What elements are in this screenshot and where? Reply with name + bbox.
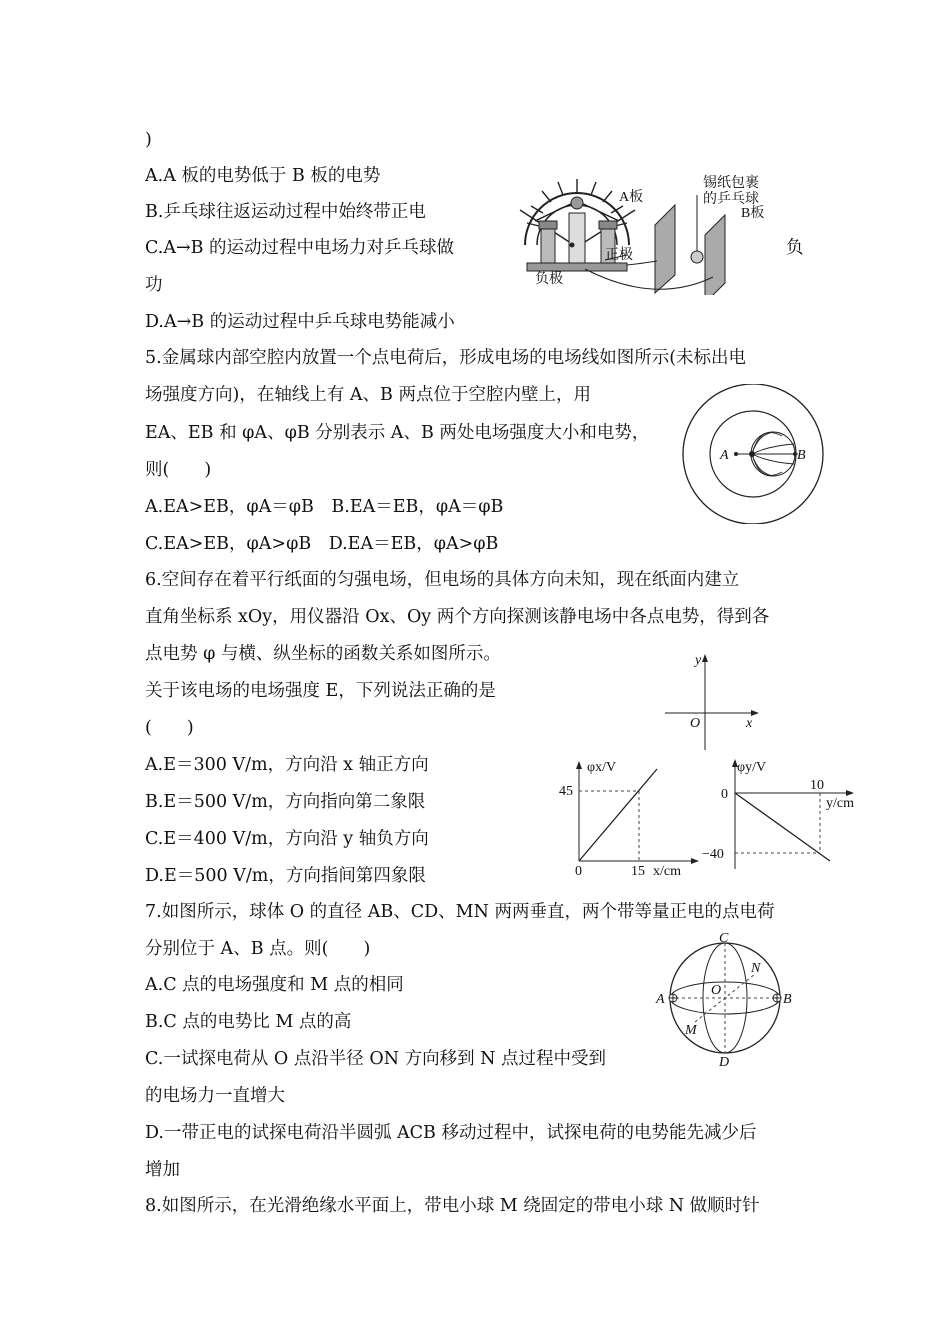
axis-x-label: x (746, 716, 753, 731)
q4-option-a: A.A 板的电势低于 B 板的电势 (145, 166, 381, 186)
phi-x-line (579, 769, 657, 861)
label-m: M (685, 1023, 697, 1038)
q4-option-c-negative: 负 (786, 238, 804, 258)
q6-line-4: 关于该电场的电场强度 E，下列说法正确的是 (145, 681, 496, 701)
label-a-plate: A板 (619, 190, 644, 205)
label-b: B (797, 448, 806, 463)
q6-option-c: C.E＝400 V/m，方向沿 y 轴负方向 (145, 829, 429, 849)
q6-line-2: 直角坐标系 xOy，用仪器沿 Ox、Oy 两个方向探测该静电场中各点电势，得到各 (145, 607, 770, 627)
q7-option-c-continued: 的电场力一直增大 (145, 1086, 285, 1106)
foil-ball (691, 251, 703, 263)
q4-close-paren: ) (145, 130, 152, 150)
q5-figure (678, 384, 828, 524)
q4-option-d: D.A→B 的运动过程中乒乓球电势能减小 (145, 312, 455, 332)
q6-option-a: A.E＝300 V/m，方向沿 x 轴正方向 (145, 755, 429, 775)
q6-graph-phi-y (700, 755, 865, 875)
q7-option-d-continued: 增加 (145, 1160, 180, 1180)
q5-options-cd: C.EA>EB，φA>φB D.EA＝EB，φA>φB (145, 534, 499, 554)
q6-line-5: ( ) (145, 718, 194, 738)
label-b-plate: B板 (741, 206, 765, 221)
q5-line-3: EA、EB 和 φA、φB 分别表示 A、B 两处电场强度大小和电势， (145, 423, 650, 443)
graph1-ylabel: φx/V (587, 760, 617, 775)
q6-line-1: 6.空间存在着平行纸面的匀强电场，但电场的具体方向未知，现在纸面内建立 (145, 570, 740, 590)
graph1-y-tick: 45 (559, 784, 573, 799)
q5-line-2: 场强度方向)，在轴线上有 A、B 两点位于空腔内壁上，用 (145, 385, 591, 405)
point-charge (749, 451, 755, 457)
q4-option-c: C.A→B 的运动过程中电场力对乒乓球做 (145, 238, 455, 258)
label-negative: 负极 (535, 272, 563, 287)
graph1-x-tick: 15 (631, 864, 645, 879)
plate-b (705, 215, 725, 295)
q7-option-b: B.C 点的电势比 M 点的高 (145, 1012, 352, 1032)
q7-line-1: 7.如图所示，球体 O 的直径 AB、CD、MN 两两垂直，两个带等量正电的点电荷 (145, 902, 775, 922)
graph2-origin: 0 (721, 787, 728, 802)
q5-options-ab: A.EA>EB，φA＝φB B.EA＝EB，φA＝φB (145, 497, 504, 517)
graph2-y-tick: −40 (702, 847, 724, 862)
q7-option-d: D.一带正电的试探电荷沿半圆弧 ACB 移动过程中，试探电荷的电势能先减少后 (145, 1123, 757, 1143)
q4-figure (515, 165, 775, 295)
label-a: A (720, 448, 729, 463)
label-n: N (751, 961, 761, 976)
q4-option-c-continued: 功 (145, 275, 163, 295)
q6-graph-phi-x (555, 755, 705, 880)
label-foil-ball-2: 的乒乓球 (703, 192, 759, 207)
q5-line-4: 则( ) (145, 460, 212, 480)
q6-line-3: 点电势 φ 与横、纵坐标的函数关系如图所示。 (145, 644, 501, 664)
q6-option-d: D.E＝500 V/m，方向指间第四象限 (145, 866, 426, 886)
graph1-origin: 0 (575, 864, 582, 879)
axis-y-label: y (695, 653, 702, 668)
graph2-x-tick: 10 (810, 778, 824, 793)
axis-origin-label: O (690, 716, 701, 731)
q7-line-2: 分别位于 A、B 点。则( ) (145, 939, 371, 959)
label-b: B (783, 992, 792, 1007)
label-foil-ball: 锡纸包裹 (703, 176, 759, 191)
q6-axes-figure (660, 650, 770, 755)
q4-option-b: B.乒乓球往返运动过程中始终带正电 (145, 202, 426, 222)
phi-y-line (735, 793, 830, 861)
plate-a (655, 205, 675, 293)
q6-option-b: B.E＝500 V/m，方向指向第二象限 (145, 792, 426, 812)
q7-option-a: A.C 点的电场强度和 M 点的相同 (145, 975, 404, 995)
label-c: C (719, 931, 729, 946)
graph2-xlabel: y/cm (826, 796, 854, 811)
graph1-xlabel: x/cm (653, 864, 681, 879)
label-positive: 正极 (605, 248, 633, 263)
label-d: D (719, 1055, 730, 1070)
q7-sphere-figure (655, 930, 805, 1070)
q7-option-c: C.一试探电荷从 O 点沿半径 ON 方向移到 N 点过程中受到 (145, 1049, 607, 1069)
q8-line-1: 8.如图所示，在光滑绝缘水平面上，带电小球 M 绕固定的带电小球 N 做顺时针 (145, 1196, 760, 1216)
label-a: A (656, 992, 665, 1007)
label-o: O (711, 983, 722, 998)
graph2-ylabel: φy/V (737, 760, 767, 775)
q5-line-1: 5.金属球内部空腔内放置一个点电荷后，形成电场的电场线如图所示(未标出电 (145, 348, 747, 368)
